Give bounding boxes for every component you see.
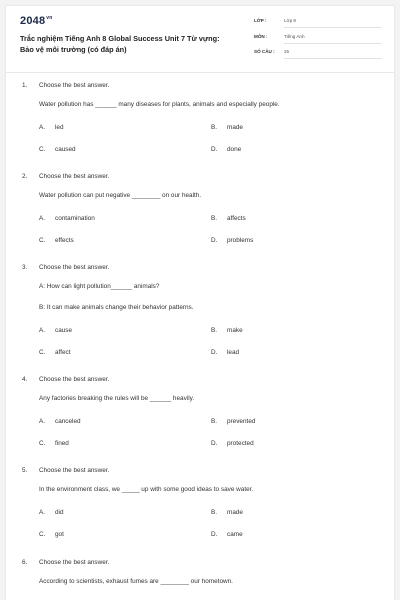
option-letter: B. [211, 327, 218, 334]
meta-subject-label: MÔN : [254, 34, 268, 39]
option-text: done [227, 146, 242, 153]
question-prompt: Choose the best answer. [39, 173, 110, 180]
meta-subject-value: Tiếng Anh [284, 34, 305, 39]
question-number: 1. [22, 82, 28, 89]
option-d[interactable] [211, 237, 253, 244]
title-line-1: Trắc nghiệm Tiếng Anh 8 Global Success Unit 7 Từ vựng: [20, 34, 220, 43]
option-d[interactable] [211, 349, 239, 356]
logo-suffix: vn [46, 15, 53, 21]
option-c[interactable] [39, 531, 64, 538]
option-letter: D. [211, 237, 218, 244]
option-text: caused [55, 146, 76, 153]
option-letter: B. [211, 509, 218, 516]
option-c[interactable] [39, 146, 76, 153]
question-text: Water pollution can put negative ________ on our health. [39, 192, 202, 199]
option-text: make [227, 327, 243, 334]
option-text: canceled [55, 418, 81, 425]
option-letter: D. [211, 349, 218, 356]
option-c[interactable] [39, 349, 71, 356]
question-text: Water pollution has ______ many diseases for plants, animals and especially people. [39, 101, 280, 108]
question-text: In the environment class, we _____ up with some good ideas to save water. [39, 486, 254, 493]
worksheet-page [6, 6, 394, 600]
option-b[interactable] [211, 215, 246, 222]
option-letter: B. [211, 418, 218, 425]
meta-class-value: Lớp 8 [284, 18, 296, 23]
option-text: lead [227, 349, 240, 356]
option-text: made [227, 509, 243, 516]
option-a[interactable] [39, 418, 81, 425]
option-letter: A. [39, 327, 46, 334]
option-a[interactable] [39, 327, 72, 334]
option-text: affect [55, 349, 71, 356]
meta-class-label: LỚP : [254, 18, 267, 23]
option-b[interactable] [211, 509, 243, 516]
option-text: came [227, 531, 243, 538]
site-logo[interactable] [20, 15, 53, 27]
option-text: led [55, 124, 64, 131]
option-b[interactable] [211, 124, 243, 131]
question-prompt: Choose the best answer. [39, 376, 110, 383]
option-d[interactable] [211, 440, 254, 447]
question-number: 3. [22, 264, 28, 271]
option-text: prevented [227, 418, 256, 425]
meta-divider [284, 58, 382, 59]
option-text: protected [227, 440, 254, 447]
option-letter: A. [39, 509, 46, 516]
question-text: B: It can make animals change their behavior patterns. [39, 304, 194, 311]
option-a[interactable] [39, 215, 95, 222]
option-b[interactable] [211, 327, 243, 334]
meta-class-row [254, 18, 382, 30]
option-letter: C. [39, 237, 46, 244]
option-b[interactable] [211, 418, 255, 425]
question-number: 6. [22, 559, 28, 566]
option-letter: B. [211, 124, 218, 131]
option-text: got [55, 531, 64, 538]
question-prompt: Choose the best answer. [39, 264, 110, 271]
option-d[interactable] [211, 146, 241, 153]
question-number: 2. [22, 173, 28, 180]
option-c[interactable] [39, 237, 74, 244]
question-number: 4. [22, 376, 28, 383]
option-letter: D. [211, 146, 218, 153]
question-text: A: How can light pollution______ animals? [39, 283, 160, 290]
option-text: cause [55, 327, 73, 334]
question-prompt: Choose the best answer. [39, 82, 110, 89]
option-a[interactable] [39, 124, 64, 131]
option-letter: B. [211, 215, 218, 222]
question-text: According to scientists, exhaust fumes are ________ our hometown. [39, 578, 233, 585]
option-letter: A. [39, 124, 46, 131]
option-text: contamination [55, 215, 95, 222]
option-text: effects [55, 237, 74, 244]
question-number: 5. [22, 467, 28, 474]
option-text: did [55, 509, 64, 516]
question-prompt: Choose the best answer. [39, 559, 110, 566]
question-prompt: Choose the best answer. [39, 467, 110, 474]
question-text: Any factories breaking the rules will be ______ heavily. [39, 395, 195, 402]
option-d[interactable] [211, 531, 243, 538]
option-text: affects [227, 215, 246, 222]
meta-count-label: SỐ CÂU : [254, 49, 275, 54]
option-letter: C. [39, 440, 46, 447]
title-line-2: Bảo vệ môi trường (có đáp án) [20, 45, 127, 54]
option-letter: A. [39, 418, 46, 425]
option-text: problems [227, 237, 254, 244]
worksheet-header [6, 6, 394, 72]
option-a[interactable] [39, 509, 64, 516]
option-text: made [227, 124, 243, 131]
option-letter: D. [211, 531, 218, 538]
meta-subject-row [254, 34, 382, 46]
option-letter: A. [39, 215, 46, 222]
option-letter: C. [39, 531, 46, 538]
meta-divider [284, 27, 382, 28]
option-letter: C. [39, 349, 46, 356]
logo-text: 2048 [20, 15, 46, 27]
option-c[interactable] [39, 440, 69, 447]
meta-count-value: 25 [284, 49, 290, 54]
option-letter: D. [211, 440, 218, 447]
page-title [20, 33, 240, 55]
header-divider [6, 72, 394, 73]
option-text: fined [55, 440, 69, 447]
option-letter: C. [39, 146, 46, 153]
meta-count-row [254, 49, 382, 61]
meta-divider [284, 43, 382, 44]
